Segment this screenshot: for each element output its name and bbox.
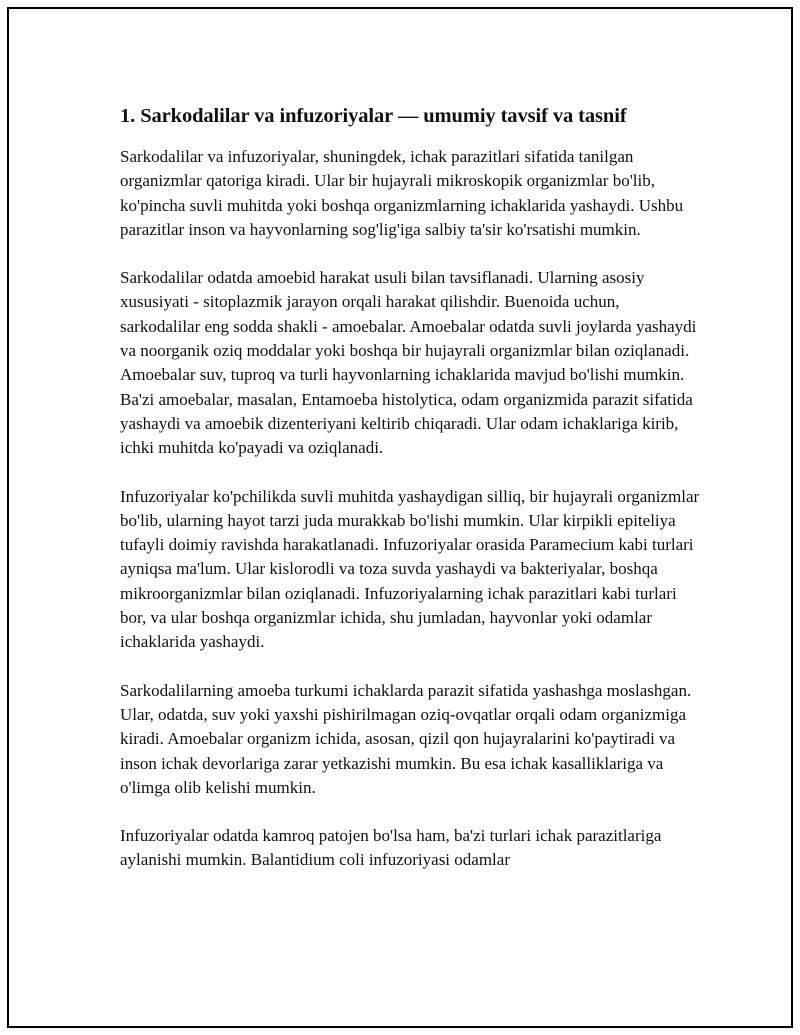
- paragraph: Sarkodalilar odatda amoebid harakat usuli bilan tavsiflanadi. Ularning asosiy xususiyati - sitoplazmik jarayon orqali harakat qilishdir. Buenoida uchun, sarkodalilar eng sodda shakli - amoebalar. Amoebalar odatda suvli joylarda yashaydi va noorganik oziq moddalar yoki boshqa bir hujayrali organizmlar bilan oziqlanadi. Amoebalar suv, tuproq va turli hayvonlarning ichaklarida mavjud bo'lishi mumkin. Ba'zi amoebalar, masalan, Entamoeba histolytica, odam organizmida parazit sifatida yashaydi va amoebik dizenteriyani keltirib chiqaradi. Ular odam ichaklariga kirib, ichki muhitda ko'payadi va oziqlanadi.: [120, 268, 697, 458]
- section-title: 1. Sarkodalilar va infuzoriyalar — umumiy tavsif va tasnif: [120, 105, 627, 127]
- paragraph: Sarkodalilar va infuzoriyalar, shuningdek, ichak parazitlari sifatida tanilgan organizmlar qatoriga kiradi. Ular bir hujayrali mikroskopik organizmlar bo'lib, ko'pincha suvli muhitda yoki boshqa organizmlarning ichaklarida yashaydi. Ushbu parazitlar inson va hayvonlarning sog'lig'iga salbiy ta'sir ko'rsatishi mumkin.: [120, 147, 684, 239]
- paragraph: Infuzoriyalar odatda kamroq patojen bo'lsa ham, ba'zi turlari ichak parazitlariga aylanishi mumkin. Balantidium coli infuzoriyasi odamlar: [120, 826, 662, 870]
- paragraph: Infuzoriyalar ko'pchilikda suvli muhitda yashaydigan silliq, bir hujayrali organizmlar bo'lib, ularning hayot tarzi juda murakkab bo'lishi mumkin. Ular kirpikli epiteliya tufayli doimiy ravishda harakatlanadi. Infuzoriyalar orasida Paramecium kabi turlari ayniqsa ma'lum. Ular kislorodli va toza suvda yashaydi va bakteriyalar, boshqa mikroorganizmlar bilan oziqlanadi. Infuzoriyalarning ichak parazitlari kabi turlari bor, va ular boshqa organizmlar ichida, shu jumladan, hayvonlar yoki odamlar ichaklarida yashaydi.: [120, 486, 700, 652]
- paragraph: Sarkodalilarning amoeba turkumi ichaklarda parazit sifatida yashashga moslashgan. Ular, odatda, suv yoki yaxshi pishirilmagan oziq-ovqatlar orqali odam organizmiga kiradi. Amoebalar organizm ichida, asosan, qizil qon hujayralarini ko'paytiradi va inson ichak devorlariga zarar yetkazishi mumkin. Bu esa ichak kasalliklariga va o'limga olib kelishi mumkin.: [120, 680, 692, 797]
- document-body: [120, 101, 700, 897]
- page-frame: [7, 7, 793, 1028]
